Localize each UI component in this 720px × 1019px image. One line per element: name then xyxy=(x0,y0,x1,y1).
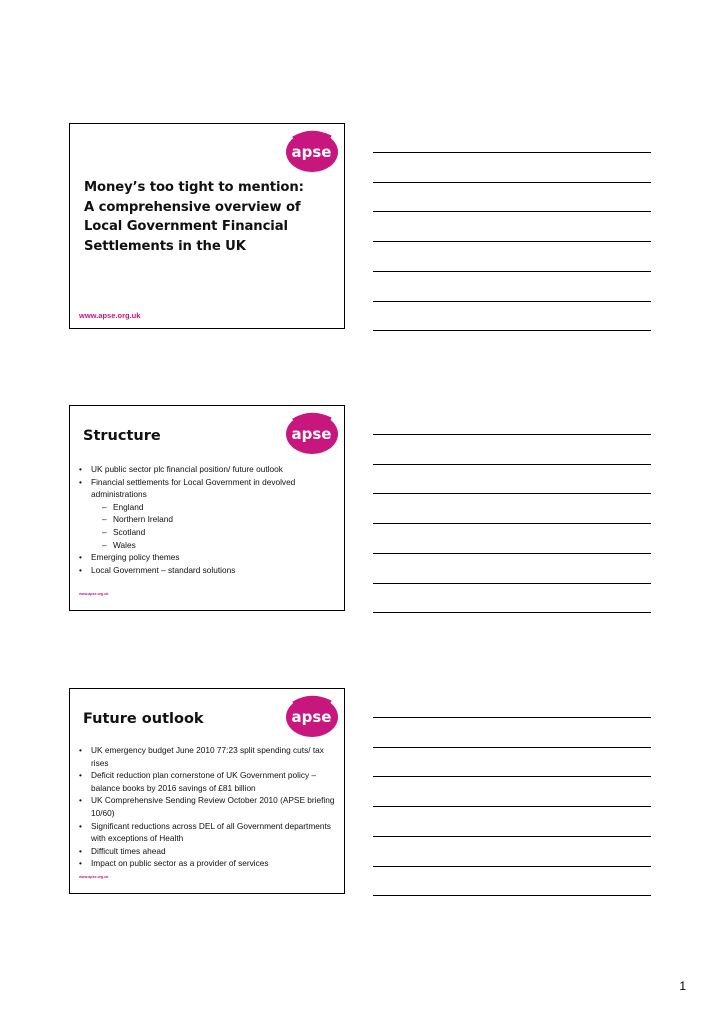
note-line xyxy=(373,747,651,748)
note-line xyxy=(373,182,651,183)
note-line xyxy=(373,493,651,494)
apse-logo-graphic xyxy=(283,129,339,173)
bullet-text: Financial settlements for Local Government in devolved administrations xyxy=(91,476,296,500)
bullet-item: • UK emergency budget June 2010 77:23 split spending cuts/ tax rises xyxy=(79,744,341,769)
slide-1 xyxy=(69,123,345,329)
slide-2 xyxy=(69,405,345,611)
bullet-item: • Significant reductions across DEL of all Government departments with exceptions of Health xyxy=(79,820,341,845)
sub-bullet-item: – Scotland xyxy=(91,526,341,539)
apse-logo xyxy=(283,129,339,173)
apse-logo-graphic xyxy=(283,694,339,738)
note-line xyxy=(373,612,651,613)
bullet-item: • Impact on public sector as a provider of services xyxy=(79,857,341,870)
slide-3-url: www.apse.org.uk xyxy=(79,875,109,879)
slide-3-title: Future outlook xyxy=(83,711,204,727)
note-line xyxy=(373,717,651,718)
note-line xyxy=(373,523,651,524)
slide-2-bullet-list xyxy=(79,463,341,576)
note-line xyxy=(373,434,651,435)
slide-1-title-line: Settlements in the UK xyxy=(84,238,246,254)
sub-bullet-item: – Wales xyxy=(91,539,341,552)
note-line xyxy=(373,776,651,777)
sub-bullet-item: – Northern Ireland xyxy=(91,513,341,526)
slide-1-url: www.apse.org.uk xyxy=(79,311,141,320)
slide-1-title-line: A comprehensive overview of xyxy=(84,199,301,215)
slide-1-title xyxy=(84,178,324,256)
note-line xyxy=(373,806,651,807)
slide-3-bullet-list xyxy=(79,744,341,870)
bullet-item: • UK public sector plc financial position/ future outlook xyxy=(79,463,341,476)
apse-logo-text: apse xyxy=(291,143,332,161)
apse-logo-graphic xyxy=(283,411,339,455)
bullet-item: • Emerging policy themes xyxy=(79,551,341,564)
apse-logo-text: apse xyxy=(291,708,332,726)
note-line xyxy=(373,301,651,302)
note-line xyxy=(373,895,651,896)
apse-logo xyxy=(283,411,339,455)
slide-1-title-line: Money’s too tight to mention: xyxy=(84,180,304,195)
note-line xyxy=(373,836,651,837)
note-line xyxy=(373,211,651,212)
bullet-item: • Local Government – standard solutions xyxy=(79,564,341,577)
note-line xyxy=(373,553,651,554)
slide-1-title-line: Local Government Financial xyxy=(84,219,288,234)
note-line xyxy=(373,330,651,331)
note-line xyxy=(373,583,651,584)
note-line xyxy=(373,271,651,272)
slide-3 xyxy=(69,688,345,894)
note-line xyxy=(373,241,651,242)
bullet-item: • UK Comprehensive Sending Review October 2010 (APSE briefing 10/60) xyxy=(79,794,341,819)
bullet-item: • Difficult times ahead xyxy=(79,845,341,858)
apse-logo xyxy=(283,694,339,738)
sub-bullet-item: – England xyxy=(91,501,341,514)
note-line xyxy=(373,866,651,867)
slide-2-url: www.apse.org.uk xyxy=(79,592,109,596)
note-line xyxy=(373,464,651,465)
bullet-item xyxy=(79,476,341,552)
slide-2-title: Structure xyxy=(83,428,161,444)
sub-bullet-list xyxy=(91,501,341,551)
page-number: 1 xyxy=(679,979,686,993)
note-line xyxy=(373,152,651,153)
bullet-item: • Deficit reduction plan cornerstone of UK Government policy – balance books by 2016 savings of £81 billion xyxy=(79,769,341,794)
apse-logo-text: apse xyxy=(291,425,332,443)
